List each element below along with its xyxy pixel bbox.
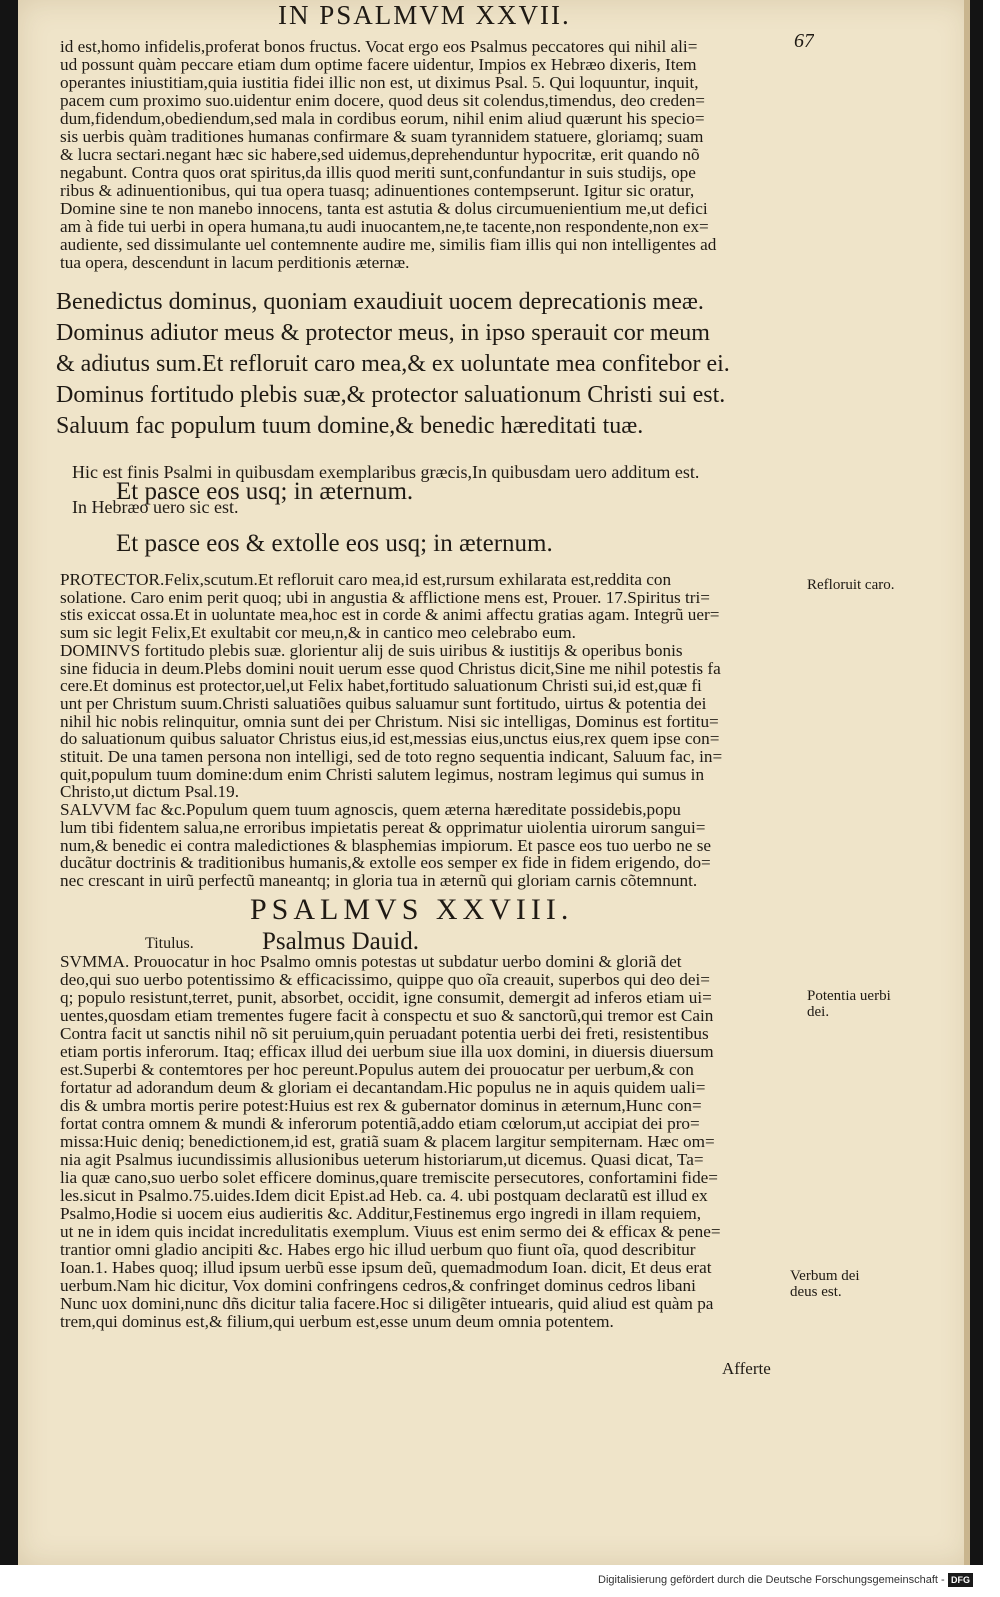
psalm-28-title: PSALMVS XXVIII. — [250, 893, 574, 926]
text-line: Saluum fac populum tuum domine,& benedic hæreditati tuæ. — [56, 413, 644, 439]
text-line: ud possunt quàm peccare etiam dum optime facere uidentur, Impios ex Hebræo dixeris, Item — [60, 56, 697, 74]
text-line: Dominus fortitudo plebis suæ,& protector saluationum Christi sui est. — [56, 382, 726, 408]
note-greek: Hic est finis Psalmi in quibusdam exemplaribus græcis,In quibusdam uero additum est. — [72, 462, 700, 482]
text-line: solatione. Caro enim perit quoq; ubi in angustia & afflictione mens est, Prouer. 17.Spiritus tri= — [60, 588, 710, 607]
text-line: fortat contra omnem & mundi & inferorum potentiã,addo etiam cœlorum,ut accipiat dei pro= — [60, 1115, 700, 1133]
text-line: les.sicut in Psalmo.75.uides.Idem dicit Epist.ad Heb. ca. 4. ubi postquam declaratũ est illud ex — [60, 1187, 708, 1205]
psalm-28-titulus: Psalmus Dauid. — [262, 928, 419, 955]
text-line: ribus & adinuentionibus, qui tua opera tuasq; adinuentiones contempserunt. Igitur sic oratur, — [60, 182, 695, 200]
text-line: stis exiccat ossa.Et in uoluntate mea,hoc est in corde & animi affectu gratias agam. Integrũ uer= — [60, 606, 720, 625]
text-line: operantes iniustitiam,quia iustitia fidei illic non est, ut diximus Psal. 5. Qui loquuntur, inquit, — [60, 74, 699, 92]
footer-credit: Digitalisierung gefördert durch die Deutsche Forschungsgemeinschaft - — [598, 1574, 945, 1586]
text-line: SVMMA. Prouocatur in hoc Psalmo omnis potestas ut subdatur uerbo domini & gloriã det — [60, 953, 682, 971]
text-line: PROTECTOR.Felix,scutum.Et refloruit caro mea,id est,rursum exhilarata est,reddita con — [60, 571, 672, 589]
text-line: cere.Et dominus est protector,uel,ut Felix habet,fortitudo saluationum Christi sui,id est,quæ fi — [60, 677, 702, 695]
text-line: Benedictus dominus, quoniam exaudiuit uocem deprecationis meæ. — [56, 289, 704, 315]
text-line: DOMINVS fortitudo plebis suæ. glorientur alij de suis uiribus & iustitijs & operibus bonis — [60, 641, 683, 660]
margin-note-potentia: Potentia uerbi dei. — [807, 988, 891, 1020]
text-line: uerbum.Nam hic dicitur, Vox domini confringens cedros,& confringet dominus cedros libani — [60, 1277, 696, 1295]
text-line: & adiutus sum.Et refloruit caro mea,& ex uoluntate mea confitebor ei. — [56, 351, 730, 377]
text-line: missa:Huic deniq; benedictionem,id est, gratiã suam & placem largitur sempiternam. Hæc om= — [60, 1133, 715, 1151]
text-line: num,& benedic ei contra maledictiones & blasphemias impiorum. Et pasce eos tuo uerbo ne se — [60, 836, 712, 855]
verse-addition-1: Et pasce eos usq; in æternum. — [116, 478, 414, 505]
text-line: audiente, sed dissimulante uel contemnente audire me, similis fiam illis qui non intelligentes ad — [60, 236, 717, 254]
text-line: est.Superbi & contemtores per hoc pereunt.Populus autem dei prouocatur per uerbum,& con — [60, 1061, 694, 1079]
text-line: sine fiducia in deum.Plebs domini nouit uerum esse quod Christus dicit,Sine me nihil potestis fa — [60, 659, 721, 678]
page-edge — [964, 0, 970, 1565]
text-line: Domine sine te non manebo innocens, tanta est astutia & dolus circumuenientium me,ut defici — [60, 200, 708, 218]
page-number: 67 — [794, 30, 814, 52]
text-line: sis uerbis quàm traditiones humanas confirmare & suam tyrannidem statuere, gloriamq; suam — [60, 128, 704, 146]
text-line: Ioan.1. Habes quoq; illud ipsum uerbũ esse ipsum deũ, quemadmodum Ioan. dicit, Et deus erat — [60, 1259, 712, 1277]
text-line: unt per Christum suum.Christi saluatiões quibus saluamur sunt fortitudo, uirtus & potentia dei — [60, 694, 707, 713]
margin-note-verbum: Verbum dei deus est. — [790, 1268, 860, 1300]
text-line: do saluationum quibus saluator Christus eius,id est,messias eius,unctus eius,rex quem ipse con= — [60, 730, 720, 748]
verse-addition-2: Et pasce eos & extolle eos usq; in æternum. — [116, 530, 553, 557]
catchword: Afferte — [722, 1359, 771, 1378]
text-line: Christo,ut dictum Psal.19. — [60, 783, 240, 802]
text-line: q; populo resistunt,terret, punit, absorbet, occidit, igne consumit, demergit ad inferos etiam ui= — [60, 989, 712, 1007]
text-line: etiam portis inferorum. Itaq; efficax illud dei uerbum siue illa uox domini, in diuersis diuersum — [60, 1043, 714, 1061]
text-line: uentes,quosdam etiam trementes fugere facit à conspectu et suo & sanctorũ,qui tremor est Cain — [60, 1007, 714, 1025]
text-line: ut ne in idem quis incidat incredulitatis exemplum. Viuus est enim sermo dei & efficax & pene= — [60, 1223, 721, 1241]
text-line: SALVVM fac &c.Populum quem tuum agnoscis, quem æterna hæreditate possidebis,popu — [60, 801, 681, 819]
dfg-logo: DFG — [948, 1573, 973, 1587]
text-line: lum tibi fidentem salua,ne erroribus impietatis pereat & opprimatur uiolentia uirorum sangui= — [60, 818, 706, 837]
running-header: IN PSALMVM XXVII. — [278, 0, 571, 30]
text-line: lia quæ cano,suo uerbo solet efficere dominus,quare tremiscite persecutores, confortamini fide= — [60, 1169, 718, 1187]
text-line: stituit. De una tamen persona non intelligi, sed de toto regno sequentia indicant, Saluum fac, in= — [60, 748, 723, 766]
margin-note-refloruit: Refloruit caro. — [807, 577, 895, 593]
text-line: negabunt. Contra quos orat spiritus,da illis quod meriti sunt,confundantur in suis studijs, ope — [60, 164, 696, 182]
text-line: & lucra sectari.negant hæc sic habere,sed uidemus,deprehenduntur hypocritæ, erit quando nõ — [60, 146, 700, 164]
text-line: pacem cum proximo suo.uidentur enim docere, quod deus sit colendus,timendus, deo creden= — [60, 92, 705, 110]
text-line: ducãtur doctrinis & traditionibus humanis,& extolle eos semper ex fide in fidem erigendo, do= — [60, 854, 711, 872]
text-line: Psalmo,Hodie si uocem eius audieritis &c. Additur,Festinemus ergo ingredi in illam requiem, — [60, 1205, 702, 1223]
text-line: Contra facit ut sanctis nihil nõ sit peruium,quin peruadant potentia uerbi dei freti, resistentibus — [60, 1025, 709, 1043]
text-line: nec crescant in uirũ perfectũ maneantq; in gloria tua in æternũ qui gloriam carnis cõtemnunt. — [60, 871, 698, 890]
titulus-label: Titulus. — [145, 935, 194, 952]
text-line: dum,fidendum,obediendum,sed mala in cordibus eorum, nihil enim aliud quærunt his specio= — [60, 110, 705, 128]
text-line: Dominus adiutor meus & protector meus, in ipso sperauit cor meum — [56, 320, 710, 346]
note-hebrew: In Hebræo uero sic est. — [72, 497, 239, 517]
text-line: nihil hic nobis relinquitur, omnia sunt dei per Christum. Nisi sic intelligas, Dominus est fortitu= — [60, 712, 719, 731]
text-line: tua opera, descendunt in lacum perditionis æternæ. — [60, 254, 410, 272]
text-line: trantior omni gladio ancipiti &c. Habes ergo hic illud uerbum quo fiunt oĩa, quod describitur — [60, 1241, 696, 1259]
text-line: dis & umbra mortis perire potest:Huius est rex & gubernator dominus in æternum,Hunc con= — [60, 1097, 702, 1115]
text-line: sum sic legit Felix,Et exultabit cor meu,n,& in cantico meo celebrabo eum. — [60, 624, 576, 642]
text-line: Nunc uox domini,nunc dñs dicitur talia facere.Hoc si diligẽter intuearis, quid aliud est quàm pa — [60, 1295, 714, 1313]
text-line: am à fide tui uerbi in opera humana,tu audi inuocantem,ne,te tacente,non respondente,non ex= — [60, 218, 709, 236]
text-line: quit,populum tuum domine:dum enim Christi salutem legimus, nostram legimus qui sumus in — [60, 765, 705, 784]
text-line: trem,qui dominus est,& filium,qui uerbum est,esse unum deum omnia potentem. — [60, 1313, 614, 1331]
text-line: id est,homo infidelis,proferat bonos fructus. Vocat ergo eos Psalmus peccatores qui nihil ali= — [60, 38, 698, 56]
text-line: fortatur ad adorandum deum & gloriam ei decantandam.Hic populus ne in aquis quidem uali= — [60, 1079, 706, 1097]
text-line: deo,qui suo uerbo potentissimo & efficacissimo, quippe quo oĩa creauit, superbos qui deo dei= — [60, 971, 710, 989]
text-line: nia agit Psalmus iucundissimis allusionibus ueterum historiarum,ut dicemus. Quasi dicat, Ta= — [60, 1151, 704, 1169]
